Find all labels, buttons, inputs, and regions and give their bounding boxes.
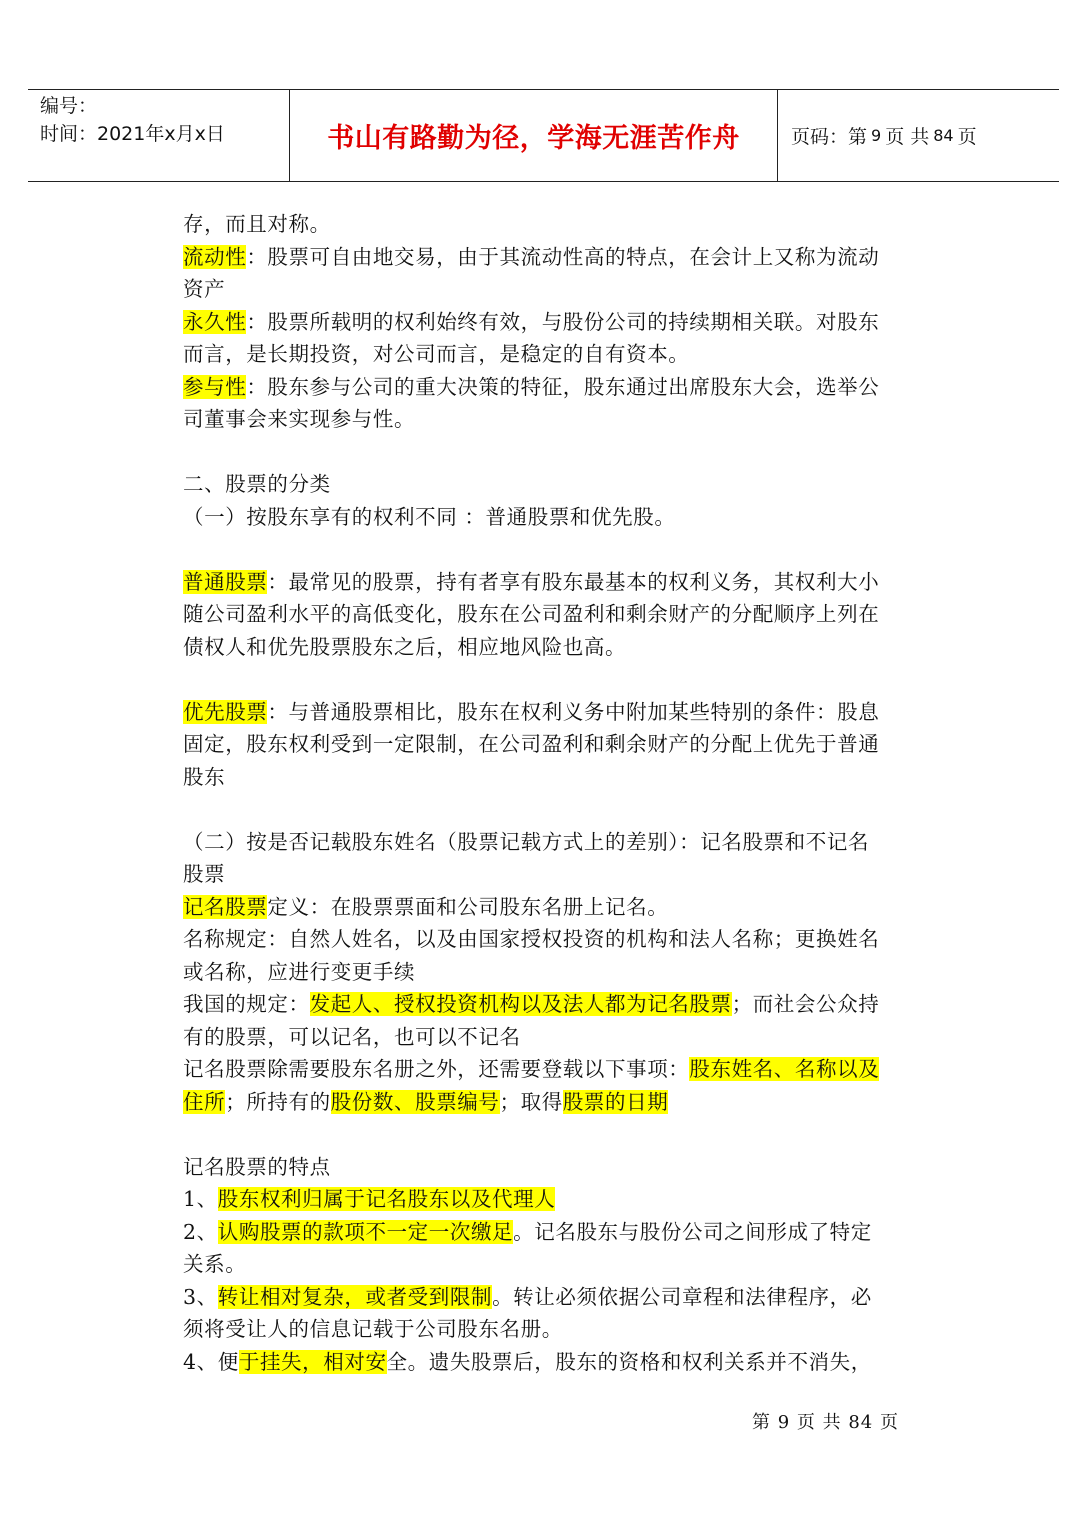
- text-line: 固定，股东权利受到一定限制，在公司盈利和剩余财产的分配上优先于普通: [183, 732, 880, 756]
- text-line: [183, 891, 908, 924]
- page-suffix: 页: [957, 126, 977, 148]
- text-span: 记名股票除需要股东名册之外，还需要登载以下事项：: [183, 1057, 690, 1081]
- text-line: [183, 241, 908, 274]
- text-span: ：股东参与公司的重大决策的特征，股东通过出席股东大会，选举公: [246, 374, 880, 399]
- text-line: [183, 1053, 908, 1086]
- subsection-heading: （一）按股东享有的权利不同 ：普通股票和优先股。: [183, 504, 676, 529]
- text-span: 全。遗失股票后，股东的资格和权利关系并不消失，: [386, 1349, 872, 1374]
- header-info-cell: [28, 90, 290, 181]
- text-line: 有的股票，可以记名，也可以不记名: [183, 1024, 521, 1049]
- text-line: [183, 696, 908, 729]
- blank-line: [183, 533, 908, 566]
- list-number: 2、: [183, 1219, 218, 1244]
- text-line: 须将受让人的信息记载于公司股东名册。: [183, 1317, 563, 1341]
- highlighted-phrase: 股票的日期: [562, 1089, 669, 1114]
- text-line: [183, 988, 908, 1021]
- text-span: ；取得: [499, 1089, 563, 1114]
- text-span: ；而社会公众持: [731, 992, 880, 1016]
- page-prefix: 页码：第: [791, 126, 868, 148]
- text-line: 随公司盈利水平的高低变化，股东在公司盈利和剩余财产的分配顺序上列在: [183, 602, 880, 626]
- blank-line: [183, 663, 908, 696]
- list-number: 4、便: [183, 1349, 239, 1374]
- text-span: 我国的规定：: [183, 992, 310, 1016]
- text-span: ：股票可自由地交易，由于其流动性高的特点，在会计上又称为流动: [246, 244, 880, 269]
- header-page-cell: [778, 90, 1059, 181]
- header-motto-cell: [290, 90, 778, 181]
- highlighted-phrase: 股东姓名、名称以及: [689, 1057, 880, 1081]
- document-time-label: 时间：2021年x月x日: [40, 123, 225, 145]
- text-line: 或名称，应进行变更手续: [183, 959, 416, 984]
- document-header: [28, 89, 1059, 182]
- list-number: 1、: [183, 1187, 218, 1211]
- document-body: [183, 208, 908, 1378]
- subsection-heading: （二）按是否记载股东姓名（股票记载方式上的差别）：记名股票和不记名: [183, 829, 870, 854]
- blank-line: [183, 1118, 908, 1151]
- highlighted-phrase: 于挂失，相对安: [238, 1349, 387, 1374]
- text-line: 而言，是长期投资，对公司而言，是稳定的自有资本。: [183, 342, 690, 366]
- list-item: [183, 1216, 908, 1249]
- page-current: 9: [871, 126, 882, 145]
- text-span: ：与普通股票相比，股东在权利义务中附加某些特别的条件：股息: [267, 699, 880, 724]
- highlighted-phrase: 股份数、股票编号: [330, 1089, 500, 1114]
- highlighted-phrase: 认购股票的款项不一定一次缴足: [217, 1219, 514, 1244]
- text-line: 存，而且对称。: [183, 212, 331, 236]
- highlighted-term: 永久性: [183, 309, 247, 334]
- motto-text: 书山有路勤为径，学海无涯苦作舟: [327, 123, 740, 154]
- list-item: [183, 1281, 908, 1314]
- highlighted-phrase: 转让相对复杂，或者受到限制: [217, 1284, 493, 1309]
- subsection-heading: 记名股票的特点: [183, 1154, 331, 1179]
- text-line: [183, 371, 908, 404]
- text-span: ：股票所载明的权利始终有效，与股份公司的持续期相关联。对股东: [246, 309, 880, 334]
- highlighted-term: 流动性: [183, 244, 247, 269]
- text-span: ；所持有的: [225, 1089, 331, 1114]
- page-total: 84: [933, 126, 954, 145]
- highlighted-term: 普通股票: [183, 569, 268, 594]
- text-span: 。记名股东与股份公司之间形成了特定: [513, 1219, 872, 1244]
- highlighted-phrase: 发起人、授权投资机构以及法人都为记名股票: [309, 992, 732, 1016]
- highlighted-term: 参与性: [183, 374, 247, 399]
- text-line: 债权人和优先股票股东之后，相应地风险也高。: [183, 634, 627, 659]
- text-line: [183, 306, 908, 339]
- text-span: ：最常见的股票，持有者享有股东最基本的权利义务，其权利大小: [267, 569, 880, 594]
- text-line: 股票: [183, 862, 226, 886]
- list-item: [183, 1346, 908, 1379]
- text-line: [183, 566, 908, 599]
- page-footer: 第 9 页 共 84 页: [752, 1412, 899, 1433]
- blank-line: [183, 436, 908, 469]
- document-number-label: 编号：: [40, 95, 98, 117]
- highlighted-term: 记名股票: [183, 894, 268, 919]
- list-item: [183, 1183, 908, 1216]
- highlighted-term: 优先股票: [183, 699, 268, 724]
- text-line: 资产: [183, 277, 226, 301]
- text-span: 定义：在股票票面和公司股东名册上记名。: [267, 894, 669, 919]
- text-span: 。转让必须依据公司章程和法律程序，必: [492, 1284, 872, 1309]
- list-number: 3、: [183, 1284, 218, 1309]
- text-line: [183, 1086, 908, 1119]
- text-line: 司董事会来实现参与性。: [183, 407, 416, 431]
- text-line: 股东: [183, 764, 226, 789]
- highlighted-phrase: 住所: [183, 1089, 226, 1114]
- text-line: 关系。: [183, 1252, 247, 1276]
- blank-line: [183, 793, 908, 826]
- section-heading: 二、股票的分类: [183, 472, 331, 496]
- page-middle: 页 共: [885, 126, 930, 148]
- text-line: 名称规定：自然人姓名，以及由国家授权投资的机构和法人名称；更换姓名: [183, 927, 880, 951]
- highlighted-phrase: 股东权利归属于记名股东以及代理人: [217, 1187, 556, 1211]
